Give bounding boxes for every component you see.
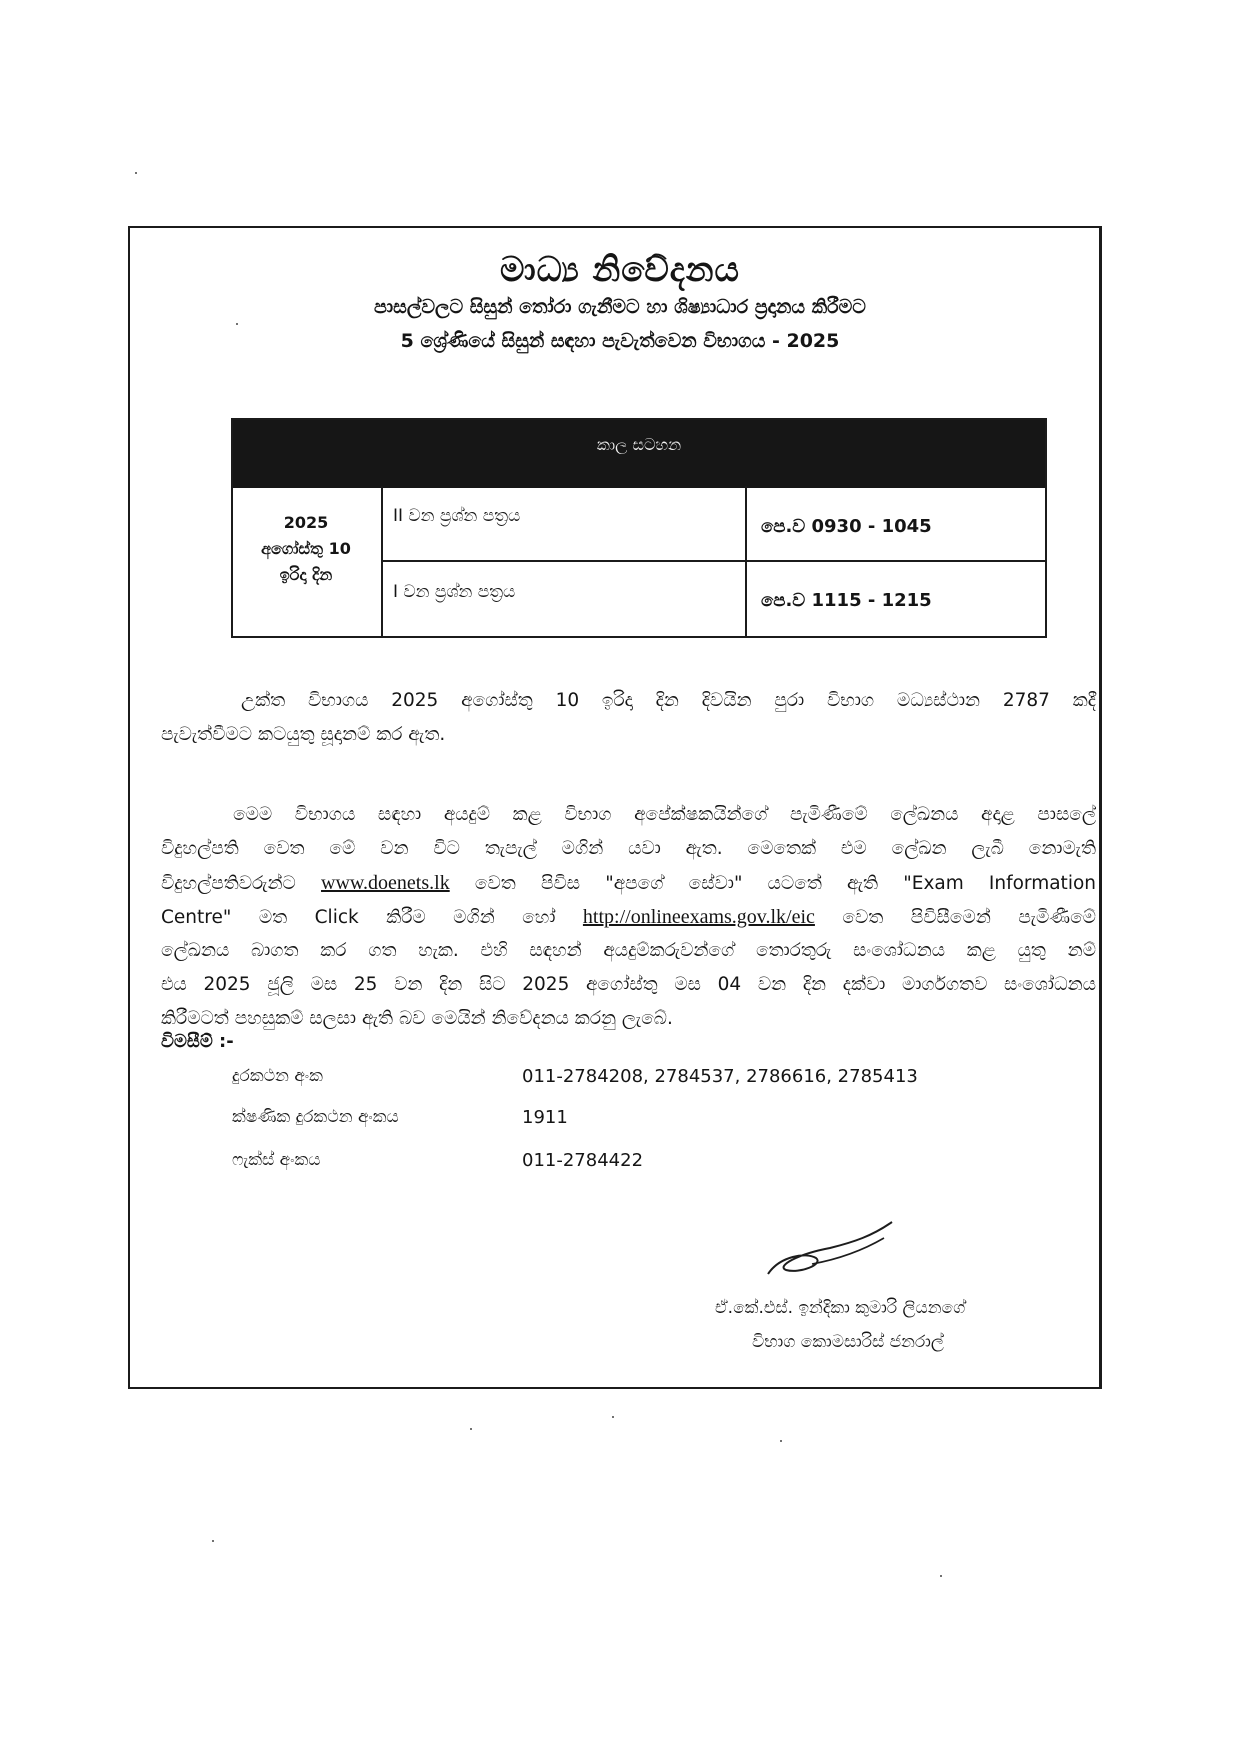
scan-speck (612, 1416, 614, 1418)
paper-1-name: I වන ප්‍රශ්න පත්‍රය (393, 582, 516, 602)
paragraph-text: වෙත පිවිස "අපගේ සේවා" යටතේ ඇති "Exam Information (474, 873, 1096, 894)
phone-label: දුරකථන අංක (232, 1066, 323, 1086)
paragraph-admission-info (161, 798, 1096, 1036)
notice-subtitle-2: 5 ශ්‍රේණියේ සිසුන් සඳහා පැවැත්වෙන විභාගය - 2025 (400, 330, 840, 352)
paper-2-time: පෙ.ව 0930 - 1045 (761, 516, 932, 537)
notice-title: මාධ්‍ය නිවේදනය (500, 250, 740, 290)
scan-speck (940, 1575, 942, 1577)
exam-date-weekday: ඉරිදා දින (279, 565, 333, 584)
signatory-title: විභාග කොමසාරිස් ජනරාල් (752, 1332, 944, 1352)
scan-speck (236, 323, 238, 325)
exam-date-day: අගෝස්තු 10 (261, 539, 351, 558)
paragraph-line: ලේඛනය බාගත කර ගත හැක. එහි සඳහන් අයදුම්කරුවන්ගේ තොරතුරු සංශෝධනය කළ යුතු නම් (161, 940, 1096, 961)
paragraph-text: වෙත පිවිසීමෙන් පැමිණීමේ (842, 907, 1096, 928)
inquiries-heading: විමසීම් :- (161, 1031, 234, 1052)
scan-speck (212, 1540, 214, 1542)
scan-speck (470, 1428, 472, 1430)
paper-2-name: II වන ප්‍රශ්න පත්‍රය (393, 506, 521, 526)
signature-image (760, 1216, 900, 1286)
row-divider (381, 560, 1045, 562)
paragraph-line (161, 866, 1096, 900)
fax-value: 011-2784422 (522, 1150, 644, 1171)
paragraph-line: පැවැත්වීමට කටයුතු සූදානම් කර ඇත. (161, 724, 446, 745)
exam-date-year: 2025 (283, 513, 329, 532)
paragraph-text: විදුහල්පතිවරුන්ට (161, 873, 296, 894)
doenets-link[interactable]: www.doenets.lk (321, 872, 450, 894)
eic-link[interactable]: http://onlineexams.gov.lk/eic (582, 906, 815, 928)
paragraph-line: විදුහල්පති වෙත මේ වන විට තැපැල් මගින් යවා ඇත. මෙතෙක් එම ලේඛන ලැබී නොමැති (161, 838, 1096, 859)
hotline-value: 1911 (522, 1107, 568, 1128)
paragraph-line: මෙම විභාගය සඳහා අයදුම් කළ විභාග අපේක්ෂකයින්ගේ පැමිණීමේ ලේඛනය අදාළ පාසලේ (233, 804, 1096, 825)
paragraph-line: කිරීමටත් පහසුකම් සලසා ඇති බව මෙයින් නිවේදනය කරනු ලැබේ. (161, 1008, 673, 1029)
paragraph-line: එය 2025 ජූලි මස 25 වන දින සිට 2025 අගෝස්තු මස 04 වන දින දක්වා මාර්ගගතව සංශෝධනය (161, 974, 1096, 995)
hotline-label: ක්ෂණික දුරකථන අංකය (232, 1107, 399, 1127)
paragraph-line: උක්ත විභාගය 2025 අගෝස්තු 10 ඉරිදා දින දිවයින පුරා විභාග මධ්‍යස්ථාන 2787 කදී (241, 690, 1096, 711)
fax-label: ෆැක්ස් අංකය (232, 1150, 321, 1170)
scan-speck (135, 172, 137, 174)
signatory-name: ඒ.කේ.එස්. ඉන්දිකා කුමාරි ලියනගේ (715, 1298, 966, 1318)
scan-speck (780, 1440, 782, 1442)
timetable-heading: කාල සටහන (233, 420, 1045, 488)
exam-date (241, 510, 371, 588)
phone-value: 011-2784208, 2784537, 2786616, 2785413 (522, 1066, 918, 1087)
paper-1-time: පෙ.ව 1115 - 1215 (761, 590, 932, 611)
exam-timetable (231, 418, 1047, 638)
paragraph-text: Centre" මත Click කිරීම මගින් හෝ (161, 907, 556, 928)
notice-subtitle-1: පාසල්වලට සිසුන් තෝරා ගැනීමට හා ශිෂ්‍යාධාර ප්‍රදානය කිරීමට (374, 296, 866, 318)
paragraph-exam-info (161, 684, 1096, 752)
paragraph-line (161, 900, 1096, 934)
